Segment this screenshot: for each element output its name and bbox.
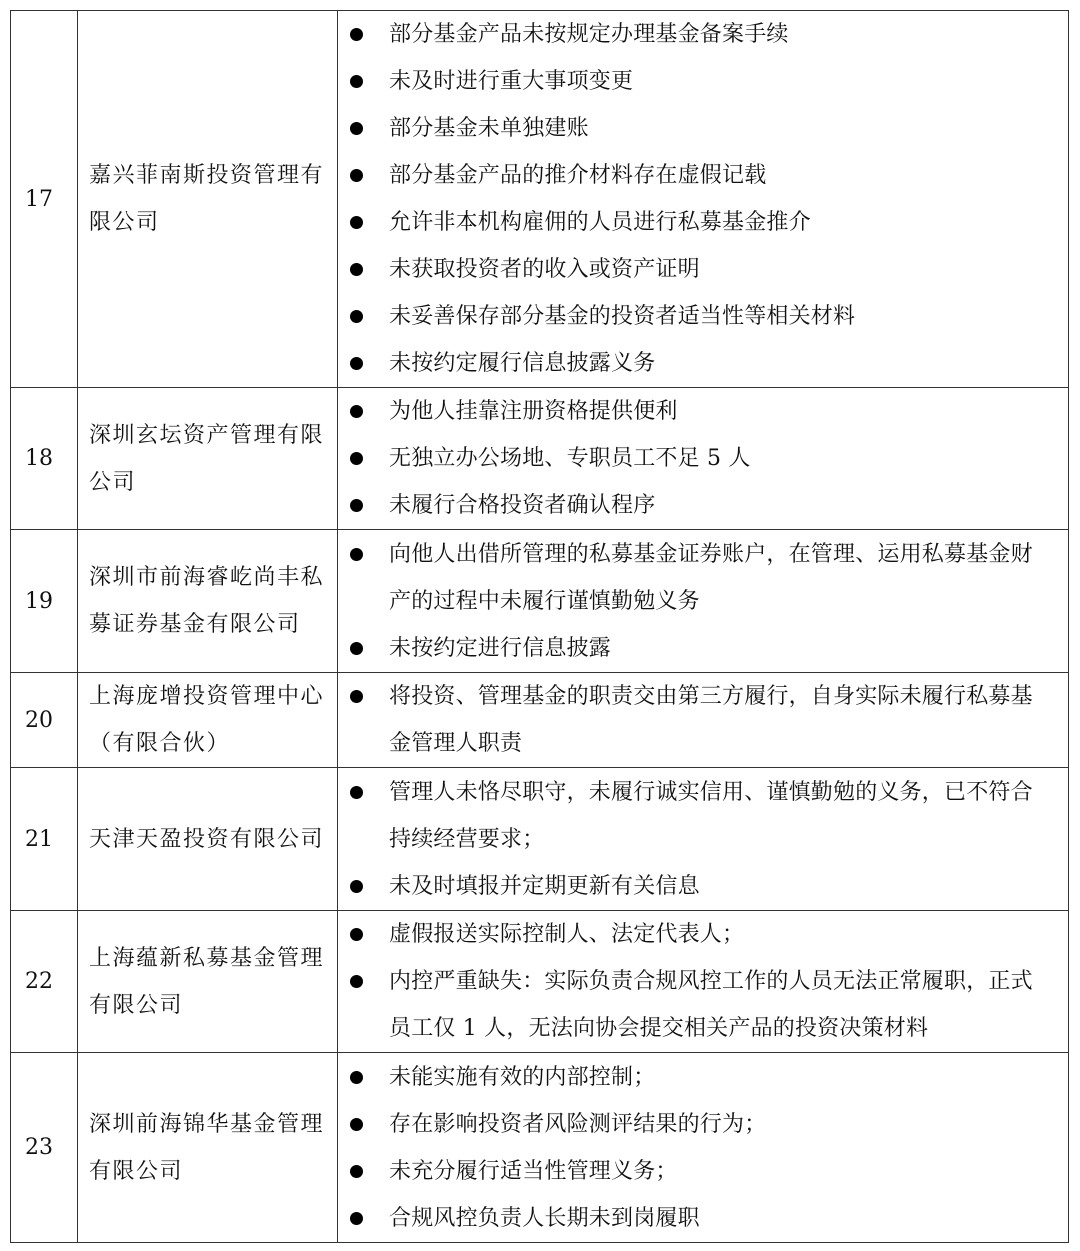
- bullet-icon: [350, 28, 363, 41]
- bullet-icon: [350, 690, 363, 703]
- bullet-icon: [350, 357, 363, 370]
- row-number: 21: [11, 768, 78, 911]
- bullet-icon: [350, 169, 363, 182]
- table-row: [11, 530, 1069, 673]
- list-item: [338, 199, 1050, 246]
- violation-list-cell: [338, 673, 1069, 768]
- bullet-icon: [350, 310, 363, 323]
- violation-text: 部分基金未单独建账: [389, 116, 589, 141]
- violation-text: 未按约定进行信息披露: [389, 635, 612, 661]
- bullet-icon: [350, 1212, 363, 1225]
- list-item: [338, 246, 1050, 293]
- violation-list: [338, 673, 1050, 767]
- list-item: [338, 105, 1050, 152]
- violations-table: [10, 10, 1069, 1243]
- table-row: [11, 911, 1069, 1053]
- list-item: [338, 482, 1050, 529]
- violation-text: 未按约定履行信息披露义务: [389, 351, 656, 376]
- violation-text: 未及时填报并定期更新有关信息: [389, 873, 700, 899]
- list-item: [338, 435, 1050, 482]
- violation-text: 未充分履行适当性管理义务；: [389, 1158, 678, 1184]
- bullet-icon: [350, 928, 363, 941]
- company-name: 深圳玄坛资产管理有限公司: [78, 388, 338, 530]
- violation-text: 未能实施有效的内部控制；: [389, 1064, 656, 1090]
- violation-text: 未履行合格投资者确认程序: [389, 493, 656, 518]
- row-number: 19: [11, 530, 78, 673]
- violation-text: 存在影响投资者风险测评结果的行为；: [389, 1111, 767, 1137]
- table-row: [11, 1053, 1069, 1243]
- violation-text: 部分基金产品未按规定办理基金备案手续: [389, 22, 789, 47]
- violation-list: [338, 1054, 1050, 1242]
- bullet-icon: [350, 499, 363, 512]
- list-item: [338, 388, 1050, 435]
- list-item: [338, 673, 1050, 767]
- table-row: [11, 388, 1069, 530]
- bullet-icon: [350, 75, 363, 88]
- company-name: 深圳前海锦华基金管理有限公司: [78, 1053, 338, 1243]
- violation-text: 未获取投资者的收入或资产证明: [389, 257, 700, 282]
- violation-list: [338, 531, 1050, 672]
- violation-list-cell: [338, 911, 1069, 1053]
- table-row: [11, 768, 1069, 911]
- bullet-icon: [350, 452, 363, 465]
- violation-text: 部分基金产品的推介材料存在虚假记载: [389, 163, 767, 188]
- violation-text: 为他人挂靠注册资格提供便利: [389, 399, 678, 424]
- violation-list: [338, 11, 1050, 387]
- bullet-icon: [350, 548, 363, 561]
- bullet-icon: [350, 642, 363, 655]
- list-item: [338, 293, 1050, 340]
- table-row: [11, 11, 1069, 388]
- list-item: [338, 911, 1050, 958]
- violation-text: 允许非本机构雇佣的人员进行私募基金推介: [389, 210, 811, 235]
- violation-list-cell: [338, 530, 1069, 673]
- bullet-icon: [350, 122, 363, 135]
- violation-text: 向他人出借所管理的私募基金证券账户，在管理、运用私募基金财产的过程中未履行谨慎勤勉义务: [389, 541, 1033, 614]
- row-number: 20: [11, 673, 78, 768]
- violation-text: 无独立办公场地、专职员工不足 5 人: [389, 446, 751, 471]
- violation-list: [338, 911, 1050, 1052]
- list-item: [338, 58, 1050, 105]
- row-number: 18: [11, 388, 78, 530]
- bullet-icon: [350, 786, 363, 799]
- company-name: 上海蕴新私募基金管理有限公司: [78, 911, 338, 1053]
- row-number: 17: [11, 11, 78, 388]
- violation-list: [338, 769, 1050, 910]
- bullet-icon: [350, 263, 363, 276]
- violation-text: 管理人未恪尽职守，未履行诚实信用、谨慎勤勉的义务，已不符合持续经营要求；: [389, 779, 1033, 852]
- table-row: [11, 673, 1069, 768]
- violation-text: 虚假报送实际控制人、法定代表人；: [389, 922, 745, 947]
- violation-list-cell: [338, 388, 1069, 530]
- row-number: 22: [11, 911, 78, 1053]
- list-item: [338, 625, 1050, 672]
- violation-text: 合规风控负责人长期未到岗履职: [389, 1205, 700, 1231]
- violation-text: 将投资、管理基金的职责交由第三方履行，自身实际未履行私募基金管理人职责: [389, 684, 1033, 756]
- company-name: 嘉兴菲南斯投资管理有限公司: [78, 11, 338, 388]
- list-item: [338, 152, 1050, 199]
- bullet-icon: [350, 975, 363, 988]
- bullet-icon: [350, 405, 363, 418]
- company-name: 深圳市前海睿屹尚丰私募证券基金有限公司: [78, 530, 338, 673]
- bullet-icon: [350, 880, 363, 893]
- row-number: 23: [11, 1053, 78, 1243]
- violation-text: 内控严重缺失：实际负责合规风控工作的人员无法正常履职，正式员工仅 1 人，无法向协会提交相关产品的投资决策材料: [389, 969, 1033, 1041]
- violation-text: 未妥善保存部分基金的投资者适当性等相关材料: [389, 304, 856, 329]
- list-item: [338, 958, 1050, 1052]
- list-item: [338, 11, 1050, 58]
- list-item: [338, 1148, 1050, 1195]
- bullet-icon: [350, 1118, 363, 1131]
- list-item: [338, 1054, 1050, 1101]
- company-name: 上海庞增投资管理中心（有限合伙）: [78, 673, 338, 768]
- company-name: 天津天盈投资有限公司: [78, 768, 338, 911]
- list-item: [338, 531, 1050, 625]
- list-item: [338, 863, 1050, 910]
- violation-text: 未及时进行重大事项变更: [389, 69, 634, 94]
- bullet-icon: [350, 216, 363, 229]
- violation-list-cell: [338, 1053, 1069, 1243]
- list-item: [338, 1101, 1050, 1148]
- list-item: [338, 769, 1050, 863]
- list-item: [338, 1195, 1050, 1242]
- list-item: [338, 340, 1050, 387]
- bullet-icon: [350, 1165, 363, 1178]
- violation-list-cell: [338, 11, 1069, 388]
- violation-list: [338, 388, 1050, 529]
- bullet-icon: [350, 1071, 363, 1084]
- violation-list-cell: [338, 768, 1069, 911]
